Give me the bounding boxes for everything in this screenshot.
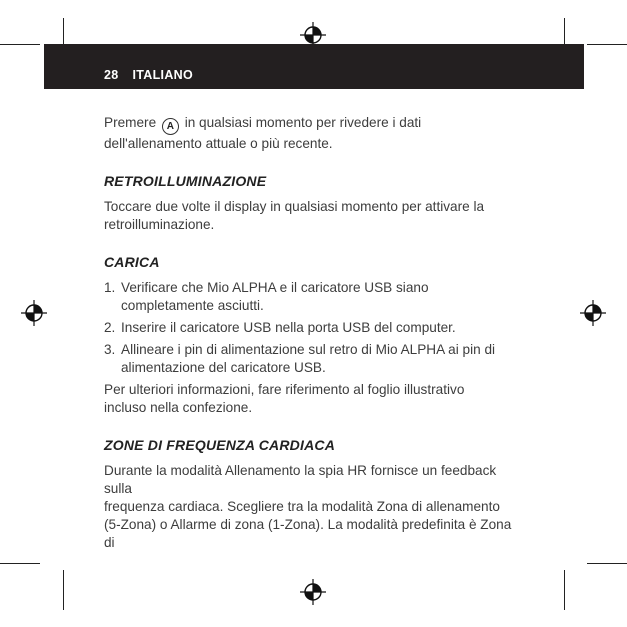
text-line: completamente asciutti.	[121, 298, 264, 313]
backlight-paragraph	[104, 198, 524, 234]
intro-paragraph	[104, 114, 524, 153]
heart-rate-paragraph	[104, 462, 524, 552]
text-line: Inserire il caricatore USB nella porta USB del computer.	[121, 320, 456, 335]
crop-mark	[564, 570, 565, 610]
text-line: Toccare due volte il display in qualsiasi momento per attivare la	[104, 199, 485, 214]
circled-letter-icon: A	[162, 118, 179, 135]
crop-mark	[587, 563, 627, 564]
section-title-heart-rate-zones: ZONE DI FREQUENZA CARDIACA	[104, 437, 336, 453]
text-line: Per ulteriori informazioni, fare riferimento al foglio illustrativo	[104, 382, 465, 397]
registration-mark-icon	[299, 578, 327, 606]
text-line: Allineare i pin di alimentazione sul retro di Mio ALPHA ai pin di	[121, 342, 496, 357]
intro-text-start: Premere	[104, 115, 157, 130]
section-title-backlight: RETROILLUMINAZIONE	[104, 173, 267, 189]
text-line: Durante la modalità Allenamento la spia HR fornisce un feedback sulla	[104, 463, 497, 496]
page-number: 28	[104, 68, 119, 82]
section-title-charging: CARICA	[104, 254, 160, 270]
text-line: Verificare che Mio ALPHA e il caricatore USB siano	[121, 280, 429, 295]
text-line: retroilluminazione.	[104, 217, 215, 232]
step-number: 1.	[104, 280, 116, 295]
page-header-bar	[44, 44, 584, 89]
text-line: frequenza cardiaca. Scegliere tra la modalità Zona di allenamento	[104, 499, 500, 514]
charging-steps	[104, 279, 524, 377]
crop-mark	[0, 44, 40, 45]
crop-mark	[0, 563, 40, 564]
page-header	[104, 68, 193, 82]
text-line: incluso nella confezione.	[104, 400, 253, 415]
intro-text-end: in qualsiasi momento per rivedere i dati	[184, 115, 422, 130]
charging-note	[104, 381, 524, 417]
page-content	[104, 114, 524, 552]
text-line: alimentazione del caricatore USB.	[121, 360, 326, 375]
crop-mark	[63, 570, 64, 610]
text-line: (5-Zona) o Allarme di zona (1-Zona). La modalità predefinita è Zona di	[104, 517, 512, 550]
list-item	[104, 319, 524, 337]
intro-text-line2: dell'allenamento attuale o più recente.	[104, 136, 333, 151]
crop-mark	[587, 44, 627, 45]
list-item	[104, 341, 524, 377]
step-number: 2.	[104, 320, 116, 335]
language-label: ITALIANO	[132, 68, 194, 82]
registration-mark-icon	[20, 299, 48, 327]
registration-mark-icon	[579, 299, 607, 327]
list-item	[104, 279, 524, 315]
step-number: 3.	[104, 342, 116, 357]
